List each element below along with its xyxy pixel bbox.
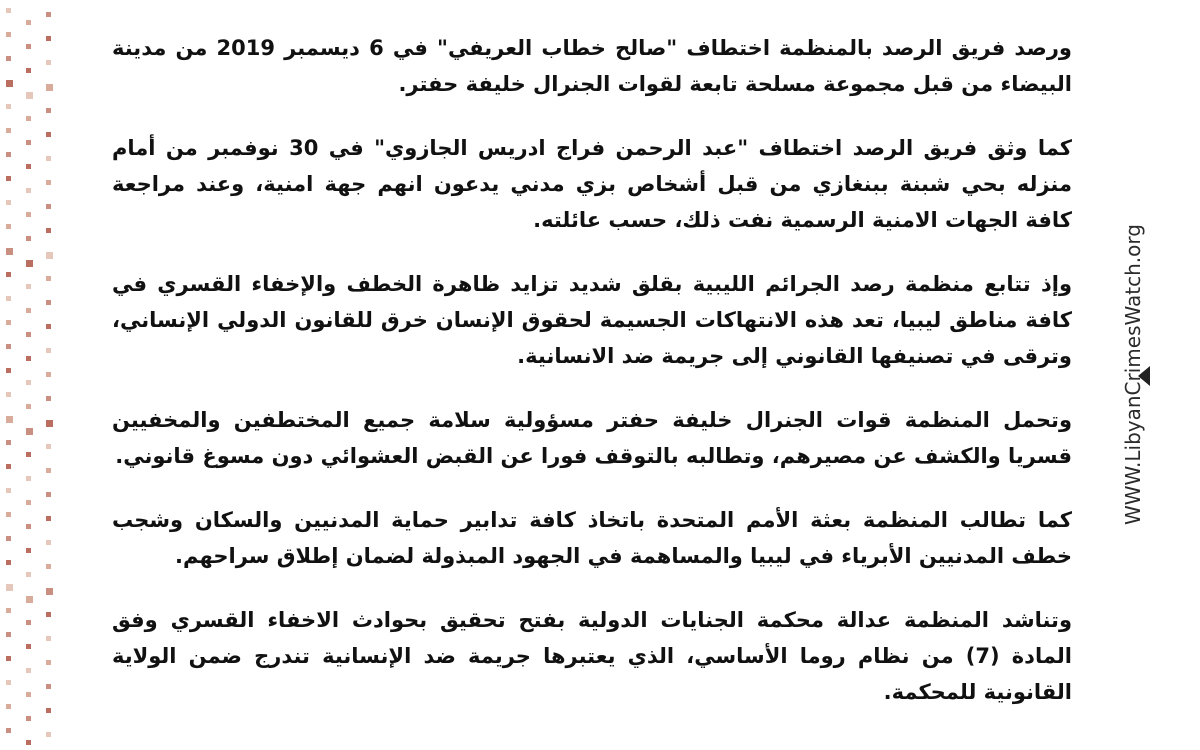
decorative-dot bbox=[26, 116, 31, 121]
decorative-dot bbox=[6, 56, 11, 61]
paragraph-3: وإذ تتابع منظمة رصد الجرائم الليبية بقلق شديد تزايد ظاهرة الخطف والإخفاء القسري في كافة مناطق ليبيا، تعد هذه الانتهاكات الجسيمة لحقوق الإنسان خرق للقانون الدولي الإنساني، وترقى في تصنيفها القانوني إلى جريمة ضد الانسانية. bbox=[112, 272, 1072, 368]
decorative-dot bbox=[6, 32, 11, 37]
decorative-dot bbox=[26, 716, 31, 721]
decorative-dot bbox=[6, 152, 11, 157]
decorative-dot bbox=[46, 708, 51, 713]
decorative-dot bbox=[46, 540, 51, 545]
decorative-dot bbox=[46, 732, 51, 737]
decorative-dot bbox=[6, 728, 11, 733]
decorative-dot bbox=[46, 348, 51, 353]
decorative-dot bbox=[6, 296, 11, 301]
decorative-dot bbox=[46, 468, 51, 473]
website-url-text[interactable]: WWW.LibyanCrimesWatch.org bbox=[1121, 224, 1145, 525]
decorative-dot bbox=[46, 132, 51, 137]
decorative-dot bbox=[26, 644, 31, 649]
decorative-dot bbox=[46, 420, 53, 427]
decorative-dot bbox=[6, 488, 11, 493]
decorative-dot bbox=[26, 92, 33, 99]
decorative-dot bbox=[26, 428, 33, 435]
decorative-dot bbox=[46, 204, 51, 209]
paragraph-6: وتناشد المنظمة عدالة محكمة الجنايات الدولية بفتح تحقيق بحوادث الاخفاء القسري وفق المادة (7) من نظام روما الأساسي، الذي يعتبرها جريمة ضد الإنسانية تندرج ضمن الولاية القانونية للمحكمة. bbox=[112, 608, 1072, 704]
decorative-dot bbox=[6, 344, 11, 349]
decorative-dot bbox=[26, 356, 31, 361]
decorative-dot bbox=[26, 596, 33, 603]
decorative-dot bbox=[6, 128, 11, 133]
decorative-dot bbox=[46, 12, 51, 17]
decorative-dot bbox=[6, 272, 11, 277]
decorative-dot bbox=[6, 392, 11, 397]
decorative-dot bbox=[26, 452, 31, 457]
decorative-dot bbox=[46, 588, 53, 595]
decorative-dot bbox=[46, 444, 51, 449]
decorative-dot bbox=[26, 404, 31, 409]
decorative-dot bbox=[26, 500, 31, 505]
decorative-dot bbox=[46, 60, 51, 65]
paragraph-4: وتحمل المنظمة قوات الجنرال خليفة حفتر مسؤولية سلامة جميع المختطفين والمخفيين قسريا والكشف عن مصيرهم، وتطالبه بالتوقف فورا عن القبض العشوائي دون مسوغ قانوني. bbox=[112, 408, 1072, 468]
paragraph-5: كما تطالب المنظمة بعثة الأمم المتحدة باتخاذ كافة تدابير حماية المدنيين والسكان وشجب خطف المدنيين الأبرياء في ليبيا والمساهمة في الجهود المبذولة لضمان إطلاق سراحهم. bbox=[112, 508, 1072, 568]
decorative-dot bbox=[46, 84, 53, 91]
decorative-dot bbox=[6, 680, 11, 685]
decorative-dot bbox=[46, 300, 51, 305]
decorative-dot bbox=[26, 308, 31, 313]
decorative-dot bbox=[26, 44, 31, 49]
decorative-dot bbox=[46, 36, 51, 41]
decorative-dot bbox=[6, 464, 11, 469]
dot-pattern-icon bbox=[0, 0, 60, 750]
decorative-dot bbox=[26, 140, 31, 145]
decorative-dot bbox=[46, 516, 51, 521]
decorative-dot bbox=[6, 8, 11, 13]
decorative-dot bbox=[26, 524, 31, 529]
decorative-dot bbox=[26, 548, 31, 553]
decorative-dot bbox=[6, 176, 11, 181]
triangle-left-icon bbox=[1138, 366, 1150, 386]
paragraph-1: ورصد فريق الرصد بالمنظمة اختطاف "صالح خطاب العريفي" في 6 ديسمبر 2019 من مدينة البيضاء من قبل مجموعة مسلحة تابعة لقوات الجنرال خليفة حفتر. bbox=[112, 36, 1072, 96]
decorative-dot bbox=[26, 692, 31, 697]
decorative-dot bbox=[46, 324, 51, 329]
decorative-dot bbox=[26, 68, 31, 73]
decorative-dot bbox=[46, 612, 51, 617]
decorative-dot bbox=[6, 560, 11, 565]
decorative-dot bbox=[6, 440, 11, 445]
decorative-dot bbox=[46, 564, 51, 569]
decorative-dot bbox=[46, 396, 51, 401]
decorative-dot bbox=[6, 416, 13, 423]
decorative-dot bbox=[6, 536, 11, 541]
decorative-dot bbox=[26, 740, 31, 745]
decorative-dot bbox=[26, 572, 31, 577]
decorative-dot bbox=[46, 228, 51, 233]
decorative-dot bbox=[6, 656, 11, 661]
decorative-dot bbox=[26, 284, 31, 289]
decorative-dot bbox=[26, 332, 31, 337]
decorative-dot bbox=[46, 180, 51, 185]
decorative-dot bbox=[46, 276, 51, 281]
decorative-dot bbox=[46, 372, 51, 377]
decorative-dot bbox=[26, 20, 31, 25]
decorative-dot bbox=[26, 476, 31, 481]
decorative-dot bbox=[6, 200, 11, 205]
decorative-dot bbox=[6, 584, 13, 591]
decorative-dot bbox=[6, 248, 13, 255]
decorative-dot bbox=[46, 660, 51, 665]
decorative-dot bbox=[6, 320, 11, 325]
decorative-dot bbox=[6, 608, 11, 613]
decorative-dot bbox=[46, 252, 53, 259]
decorative-dot bbox=[6, 704, 11, 709]
decorative-dot bbox=[46, 156, 51, 161]
document-body bbox=[112, 30, 1072, 730]
decorative-dot bbox=[26, 260, 33, 267]
decorative-dot bbox=[46, 492, 51, 497]
decorative-dot bbox=[46, 684, 51, 689]
decorative-dot bbox=[26, 236, 31, 241]
decorative-dot bbox=[26, 164, 31, 169]
decorative-dot bbox=[6, 224, 11, 229]
decorative-dot bbox=[6, 104, 11, 109]
paragraph-2: كما وثق فريق الرصد اختطاف "عبد الرحمن فراج ادريس الجازوي" في 30 نوفمبر من أمام منزله بحي شبنة ببنغازي من قبل أشخاص بزي مدني يدعون انهم جهة امنية، وعند مراجعة كافة الجهات الامنية الرسمية نفت ذلك، حسب عائلته. bbox=[112, 136, 1072, 232]
decorative-dot bbox=[26, 188, 31, 193]
decorative-dot bbox=[6, 632, 11, 637]
decorative-dot bbox=[46, 636, 51, 641]
decorative-dot bbox=[26, 620, 31, 625]
decorative-dot bbox=[6, 512, 11, 517]
decorative-dot bbox=[26, 212, 31, 217]
decorative-dot bbox=[46, 108, 51, 113]
decorative-dot bbox=[26, 380, 31, 385]
decorative-dot bbox=[6, 80, 13, 87]
decorative-dot bbox=[6, 368, 11, 373]
decorative-dot bbox=[26, 668, 31, 673]
